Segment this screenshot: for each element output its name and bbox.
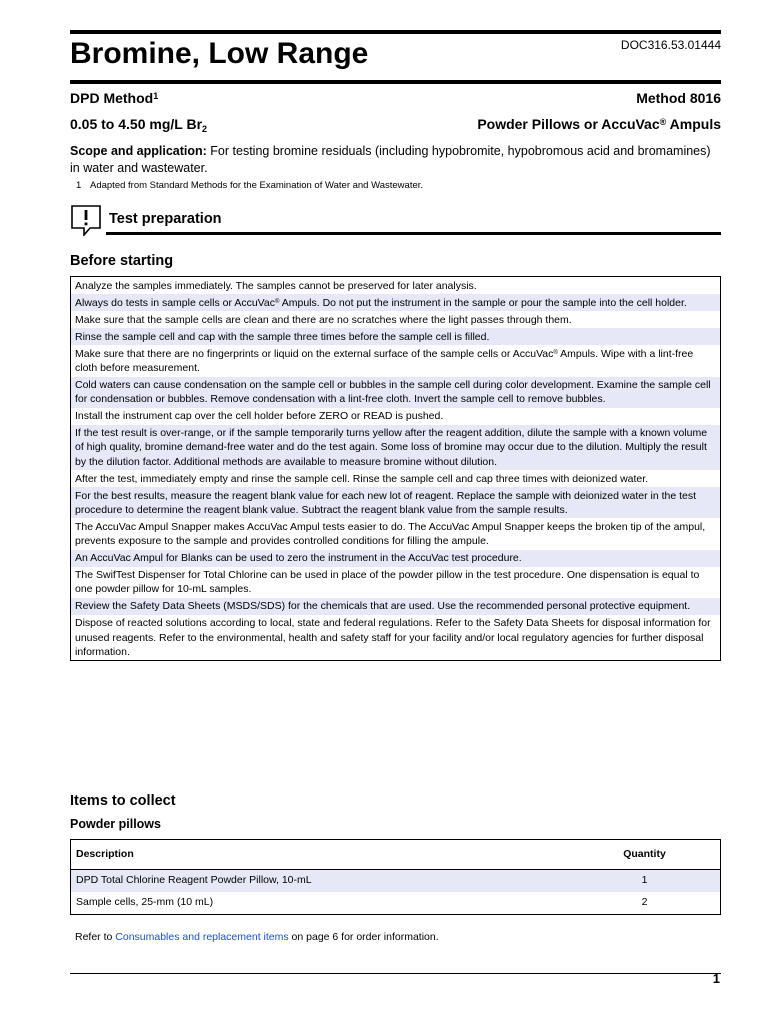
table-row (71, 892, 720, 914)
table-row: Dispose of reacted solutions according to local, state and federal regulations. Refer to the Safety Data Sheets for disposal information for unused reagents. Refer to the environmental, health and safety staff for your facility and/or local regulatory agencies for further disposal information. (75, 617, 711, 658)
test-preparation-rule (106, 232, 721, 235)
method-name (70, 89, 158, 107)
caution-note-icon (70, 204, 102, 236)
item-description: DPD Total Chlorine Reagent Powder Pillow, 10-mL (76, 874, 312, 886)
item-quantity: 2 (641, 896, 648, 908)
table-row (71, 870, 720, 892)
table-row: Install the instrument cap over the cell holder before ZERO or READ is pushed. (75, 410, 444, 423)
method-name-text: DPD Method (70, 90, 154, 106)
reagent-format (477, 115, 721, 133)
footnote (76, 180, 423, 192)
table-row: For the best results, measure the reagent blank value for each new lot of reagent. Replace the sample with deionized water in the test procedure to determine the reagent blank value. Subtract the reagent blank value from the sample results. (71, 487, 720, 518)
registered-mark: ® (553, 349, 558, 356)
order-information-note (75, 930, 439, 944)
format-suffix: Ampuls (666, 116, 721, 132)
table-row: Cold waters can cause condensation on the sample cell or bubbles in the sample cell during color development. Examine the sample cell for condensation or bubbles. Remove condensation with a lint-free cloth. Invert the sample cell to remove bubbles. (71, 377, 720, 408)
footer-rule (70, 973, 721, 974)
row-text: Always do tests in sample cells or AccuVac (75, 296, 275, 309)
row-text: Ampuls. Wipe with a lint-free cloth before measurement. (75, 347, 694, 374)
title-rule (70, 80, 721, 84)
measurement-range (70, 115, 207, 135)
registered-mark: ® (659, 117, 667, 127)
row-text: Ampuls. Do not put the instrument in the sample or pour the sample into the cell holder. (279, 296, 687, 309)
row-text: Make sure that there are no fingerprints or liquid on the external surface of the sample cells or AccuVac (75, 347, 554, 360)
table-row: An AccuVac Ampul for Blanks can be used to zero the instrument in the AccuVac test procedure. (71, 550, 720, 567)
method-number: Method 8016 (636, 90, 721, 106)
range-text: 0.05 to 4.50 mg/L Br (70, 116, 203, 132)
scope-label: Scope and application: (70, 144, 207, 158)
item-quantity: 1 (641, 874, 648, 886)
table-row: After the test, immediately empty and rinse the sample cell. Rinse the sample cell and cap three times with deionized water. (75, 472, 649, 485)
item-description: Sample cells, 25-mm (10 mL) (76, 896, 214, 908)
format-text: Powder Pillows or AccuVac (477, 116, 660, 132)
footnote-text: Adapted from Standard Methods for the Examination of Water and Wastewater. (90, 180, 424, 191)
range-subscript: 2 (202, 124, 208, 134)
method-footnote-mark: 1 (153, 91, 159, 101)
table-header-row (71, 840, 720, 870)
test-preparation-heading: Test preparation (109, 211, 222, 227)
scope-and-application (70, 143, 720, 177)
refer-text: on page 6 for order information. (288, 931, 439, 943)
items-to-collect-heading: Items to collect (70, 793, 176, 809)
table-row: Analyze the samples immediately. The samples cannot be preserved for later analysis. (75, 279, 477, 292)
table-row: The AccuVac Ampul Snapper makes AccuVac Ampul tests easier to do. The AccuVac Ampul Snapper keeps the broken tip of the ampul, prevents exposure to the sample and provides controlled conditions for filling the ampule. (75, 520, 706, 547)
before-starting-heading: Before starting (70, 253, 174, 269)
column-header-description: Description (76, 848, 134, 860)
footnote-number: 1 (76, 180, 82, 191)
document-number: DOC316.53.01444 (620, 38, 721, 52)
table-row: If the test result is over-range, or if the sample temporarily turns yellow after the reagent addition, dilute the sample with a known volume of high quality, bromine demand-free water and do the test again. Some loss of bromine may occur due to the dilution. Multiply the result by the dilution factor. Additional methods are available to measure bromine without dilution. (71, 425, 720, 470)
powder-pillows-subheading: Powder pillows (70, 817, 161, 831)
items-table (70, 839, 721, 915)
page-number: 1 (712, 971, 720, 986)
scope-text: For testing bromine residuals (including hypobromite, hypobromous acid and bromamines) in water and wastewater. (70, 144, 711, 175)
table-row: The SwifTest Dispenser for Total Chlorine can be used in place of the powder pillow in the test procedure. One dispensation is equal to one powder pillow for 10-mL samples. (75, 569, 700, 596)
table-row: Review the Safety Data Sheets (MSDS/SDS) for the chemicals that are used. Use the recommended personal protective equipment. (71, 598, 720, 615)
table-row (71, 345, 720, 376)
column-header-quantity: Quantity (623, 848, 666, 860)
consumables-link[interactable]: Consumables and replacement items (115, 931, 289, 943)
before-starting-table (70, 276, 721, 661)
refer-text: Refer to (75, 931, 116, 943)
page-title: Bromine, Low Range (70, 37, 369, 70)
table-row: Rinse the sample cell and cap with the sample three times before the sample cell is filled. (71, 328, 720, 345)
registered-mark: ® (274, 298, 280, 305)
table-row: Make sure that the sample cells are clean and there are no scratches where the light passes through them. (75, 313, 572, 326)
table-row (71, 294, 720, 311)
